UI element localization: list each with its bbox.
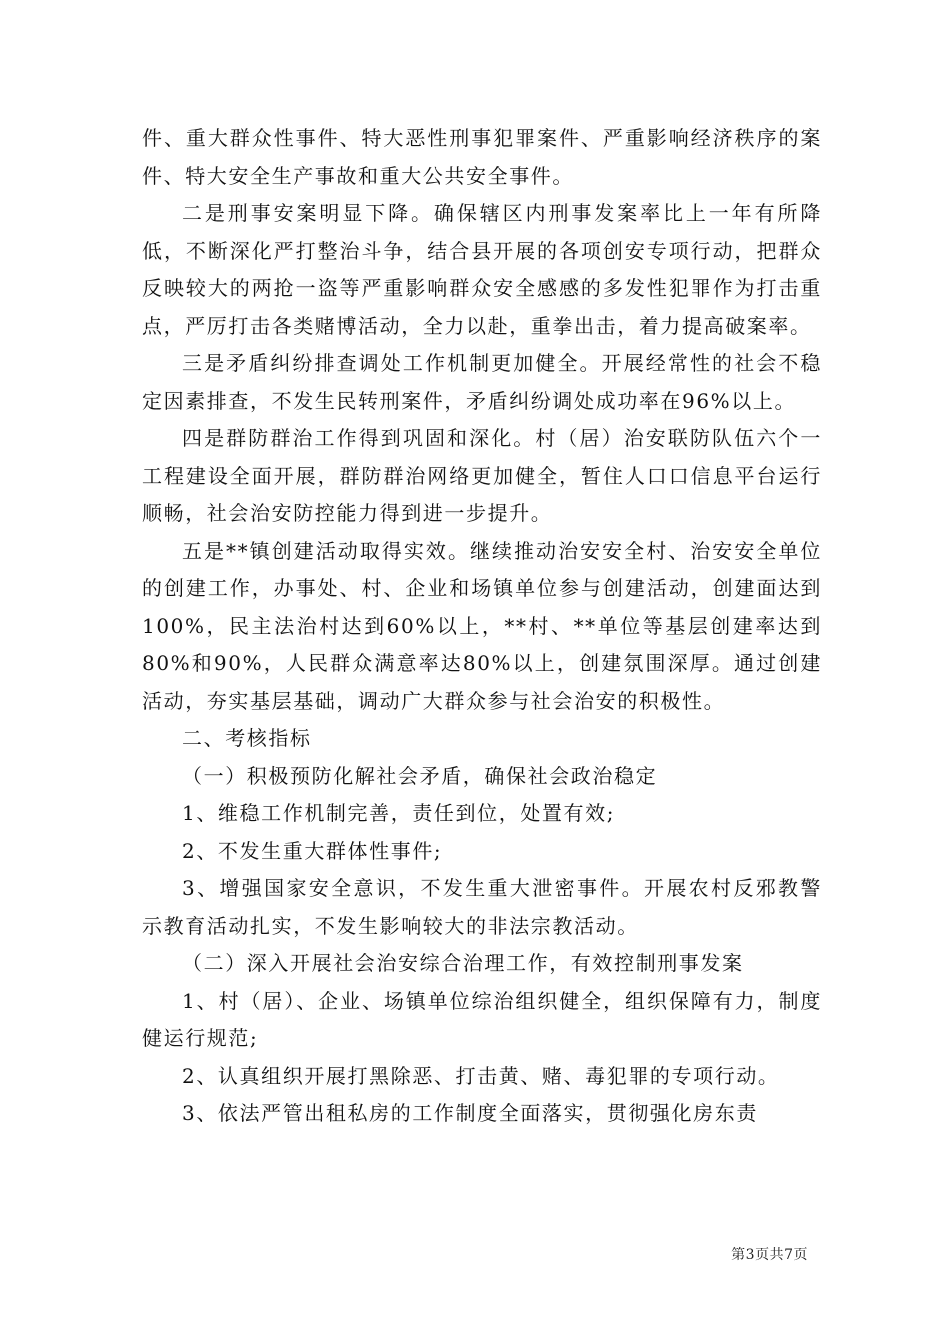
subsection-heading-one: （一）积极预防化解社会矛盾，确保社会政治稳定 (182, 763, 658, 788)
paragraph-item-three: 三是矛盾纠纷排查调处工作机制更加健全。开展经常性的社会不稳定因素排查，不发生民转刑案件，矛盾纠纷调处成功率在96%以上。 (142, 351, 822, 413)
page-number-footer: 第3页共7页 (731, 1247, 808, 1263)
paragraph-item-four: 四是群防群治工作得到巩固和深化。村（居）治安联防队伍六个一工程建设全面开展，群防群治网络更加健全，暂住人口口信息平台运行顺畅，社会治安防控能力得到进一步提升。 (142, 426, 822, 525)
list-item: 3、增强国家安全意识，不发生重大泄密事件。开展农村反邪教警示教育活动扎实，不发生影响较大的非法宗教活动。 (142, 876, 822, 938)
document-body (142, 120, 822, 1133)
paragraph-continuation: 件、重大群众性事件、特大恶性刑事犯罪案件、严重影响经济秩序的案件、特大安全生产事故和重大公共安全事件。 (142, 126, 822, 188)
list-item: 1、村（居）、企业、场镇单位综治组织健全，组织保障有力，制度健运行规范; (142, 988, 822, 1050)
list-item: 1、维稳工作机制完善，责任到位，处置有效; (182, 801, 616, 825)
section-heading-assessment: 二、考核指标 (182, 726, 312, 750)
list-item: 2、认真组织开展打黑除恶、打击黄、赌、毒犯罪的专项行动。 (182, 1063, 780, 1088)
list-item: 3、依法严管出租私房的工作制度全面落实，贯彻强化房东责 (182, 1101, 758, 1125)
paragraph-item-five: 五是**镇创建活动取得实效。继续推动治安安全村、治安安全单位的创建工作，办事处、村、企业和场镇单位参与创建活动，创建面达到100%，民主法治村达到60%以上，**村、**单位等基层创建率达到80%和90%，人民群众满意率达80%以上，创建氛围深厚。通过创建活动，夯实基层基础，调动广大群众参与社会治安的积极性。 (142, 538, 822, 713)
subsection-heading-two: （二）深入开展社会治安综合治理工作，有效控制刑事发案 (182, 951, 744, 975)
list-item: 2、不发生重大群体性事件; (182, 838, 443, 863)
paragraph-item-two: 二是刑事安案明显下降。确保辖区内刑事发案率比上一年有所降低，不断深化严打整治斗争，结合县开展的各项创安专项行动，把群众反映较大的两抢一盗等严重影响群众安全感感的多发性犯罪作为打击重点，严厉打击各类赌博活动，全力以赴，重拳出击，着力提高破案率。 (142, 201, 822, 338)
